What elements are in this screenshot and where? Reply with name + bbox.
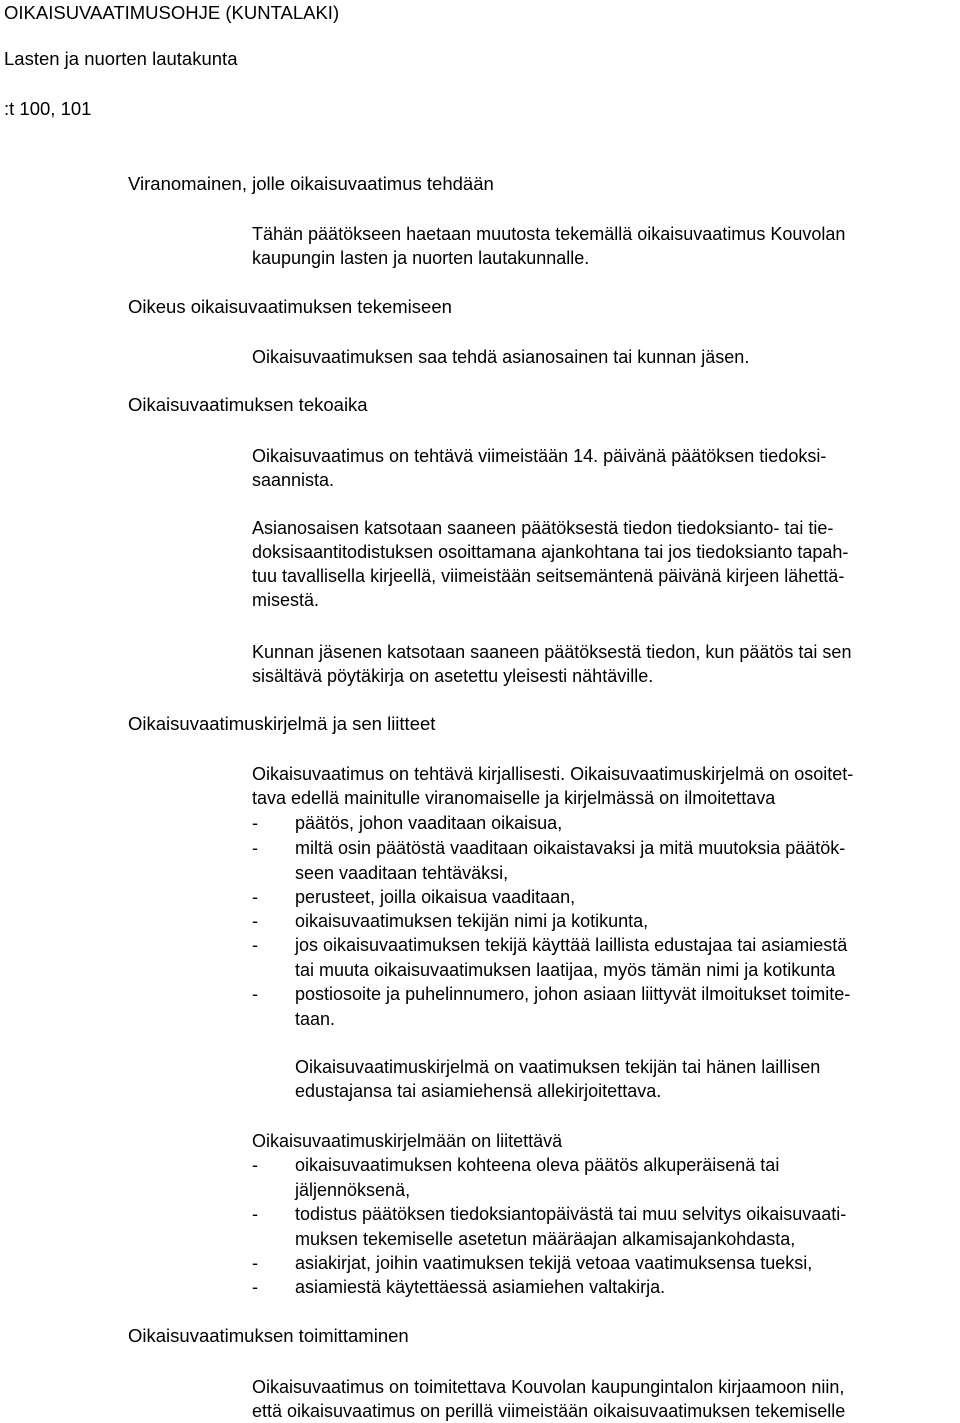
body-name: Lasten ja nuorten lautakunta bbox=[4, 48, 238, 69]
list-item-text: muksen tekemiselle asetetun määräajan alkamisajankohdasta, bbox=[295, 1228, 796, 1249]
text-line: Oikaisuvaatimuksen saa tehdä asianosainen tai kunnan jäsen. bbox=[252, 347, 750, 367]
list-item bbox=[252, 1202, 952, 1251]
text-line: tava edellä mainitulle viranomaiselle ja kirjelmässä on ilmoitettava bbox=[252, 788, 776, 808]
list-item-text: oikaisuvaatimuksen kohteena oleva päätös alkuperäisenä tai bbox=[295, 1155, 780, 1175]
list-item bbox=[252, 1251, 952, 1275]
text-line: edustajansa tai asiamiehensä allekirjoitettava. bbox=[295, 1081, 662, 1101]
list-item-text: taan. bbox=[295, 1008, 336, 1029]
text-line: Asianosaisen katsotaan saaneen päätöksestä tiedon tiedoksianto- tai tie- bbox=[252, 518, 834, 538]
bullet-dash: - bbox=[252, 935, 258, 955]
text-line: misestä. bbox=[252, 590, 320, 610]
list-item bbox=[252, 811, 952, 835]
list-item bbox=[252, 885, 952, 909]
heading-authority: Viranomainen, jolle oikaisuvaatimus tehdään bbox=[128, 173, 494, 194]
period-paragraph-3 bbox=[252, 640, 851, 688]
authority-text bbox=[252, 222, 845, 270]
list-item-text: päätös, johon vaaditaan oikaisua, bbox=[295, 813, 563, 833]
section-reference: :t 100, 101 bbox=[4, 98, 92, 119]
signature-requirement bbox=[295, 1055, 820, 1103]
list-item bbox=[252, 933, 952, 982]
text-line: että oikaisuvaatimus on perillä viimeistään oikaisuvaatimuksen tekemiselle bbox=[252, 1401, 846, 1421]
document-title: OIKAISUVAATIMUSOHJE (KUNTALAKI) bbox=[4, 2, 340, 23]
text-line: Oikaisuvaatimus on toimitettava Kouvolan kaupungintalon kirjaamoon niin, bbox=[252, 1377, 845, 1397]
bullet-dash: - bbox=[252, 838, 258, 858]
bullet-dash: - bbox=[252, 1277, 258, 1297]
list-item-text: jos oikaisuvaatimuksen tekijä käyttää laillista edustajaa tai asiamiestä bbox=[295, 935, 848, 955]
list-item-text: asiamiestä käytettäessä asiamiehen valtakirja. bbox=[295, 1277, 666, 1297]
heading-document: Oikaisuvaatimuskirjelmä ja sen liitteet bbox=[128, 713, 436, 734]
text-line: Tähän päätökseen haetaan muutosta tekemällä oikaisuvaatimus Kouvolan bbox=[252, 224, 846, 244]
bullet-dash: - bbox=[252, 887, 258, 907]
text-line: Oikaisuvaatimuskirjelmä on vaatimuksen tekijän tai hänen laillisen bbox=[295, 1057, 821, 1077]
delivery-text bbox=[252, 1375, 845, 1423]
text-line: saannista. bbox=[252, 470, 335, 490]
attachments-intro: Oikaisuvaatimuskirjelmään on liitettävä bbox=[252, 1131, 563, 1151]
bullet-dash: - bbox=[252, 1204, 258, 1224]
heading-delivery: Oikaisuvaatimuksen toimittaminen bbox=[128, 1325, 409, 1346]
list-item-text: todistus päätöksen tiedoksiantopäivästä tai muu selvitys oikaisuvaati- bbox=[295, 1204, 847, 1224]
text-line: sisältävä pöytäkirja on asetettu yleisesti nähtäville. bbox=[252, 666, 654, 686]
text-line: Oikaisuvaatimus on tehtävä kirjallisesti. Oikaisuvaatimuskirjelmä on osoitet- bbox=[252, 764, 854, 784]
right-text bbox=[252, 345, 749, 369]
period-paragraph-1 bbox=[252, 444, 826, 492]
bullet-dash: - bbox=[252, 911, 258, 931]
bullet-dash: - bbox=[252, 1253, 258, 1273]
list-item bbox=[252, 909, 952, 933]
list-item-text: perusteet, joilla oikaisua vaaditaan, bbox=[295, 887, 576, 907]
list-item-text: oikaisuvaatimuksen tekijän nimi ja kotikunta, bbox=[295, 911, 649, 931]
list-item-text: miltä osin päätöstä vaaditaan oikaistavaksi ja mitä muutoksia päätök- bbox=[295, 838, 846, 858]
list-item bbox=[252, 982, 952, 1031]
list-item bbox=[252, 1153, 952, 1202]
list-item-text: asiakirjat, joihin vaatimuksen tekijä vetoaa vaatimuksensa tueksi, bbox=[295, 1253, 813, 1273]
list-item bbox=[252, 1275, 952, 1299]
list-item-text: tai muuta oikaisuvaatimuksen laatijaa, myös tämän nimi ja kotikunta bbox=[295, 959, 836, 980]
list-item-text: seen vaaditaan tehtäväksi, bbox=[295, 862, 509, 883]
bullet-dash: - bbox=[252, 1155, 258, 1175]
text-line: Oikaisuvaatimus on tehtävä viimeistään 14. päivänä päätöksen tiedoksi- bbox=[252, 446, 827, 466]
list-item bbox=[252, 836, 952, 885]
heading-right: Oikeus oikaisuvaatimuksen tekemiseen bbox=[128, 296, 452, 317]
heading-period: Oikaisuvaatimuksen tekoaika bbox=[128, 394, 368, 415]
text-line: Kunnan jäsenen katsotaan saaneen päätöksestä tiedon, kun päätös tai sen bbox=[252, 642, 852, 662]
bullet-dash: - bbox=[252, 984, 258, 1004]
text-line: tuu tavallisella kirjeellä, viimeistään seitsemäntenä päivänä kirjeen lähettä- bbox=[252, 566, 845, 586]
period-paragraph-2 bbox=[252, 516, 848, 612]
bullet-dash: - bbox=[252, 813, 258, 833]
list-item-text: jäljennöksenä, bbox=[295, 1179, 411, 1200]
text-line: kaupungin lasten ja nuorten lautakunnalle. bbox=[252, 248, 590, 268]
list-item-text: postiosoite ja puhelinnumero, johon asiaan liittyvät ilmoitukset toimite- bbox=[295, 984, 851, 1004]
document-intro bbox=[252, 762, 853, 810]
text-line: doksisaantitodistuksen osoittamana ajankohtana tai jos tiedoksianto tapah- bbox=[252, 542, 849, 562]
